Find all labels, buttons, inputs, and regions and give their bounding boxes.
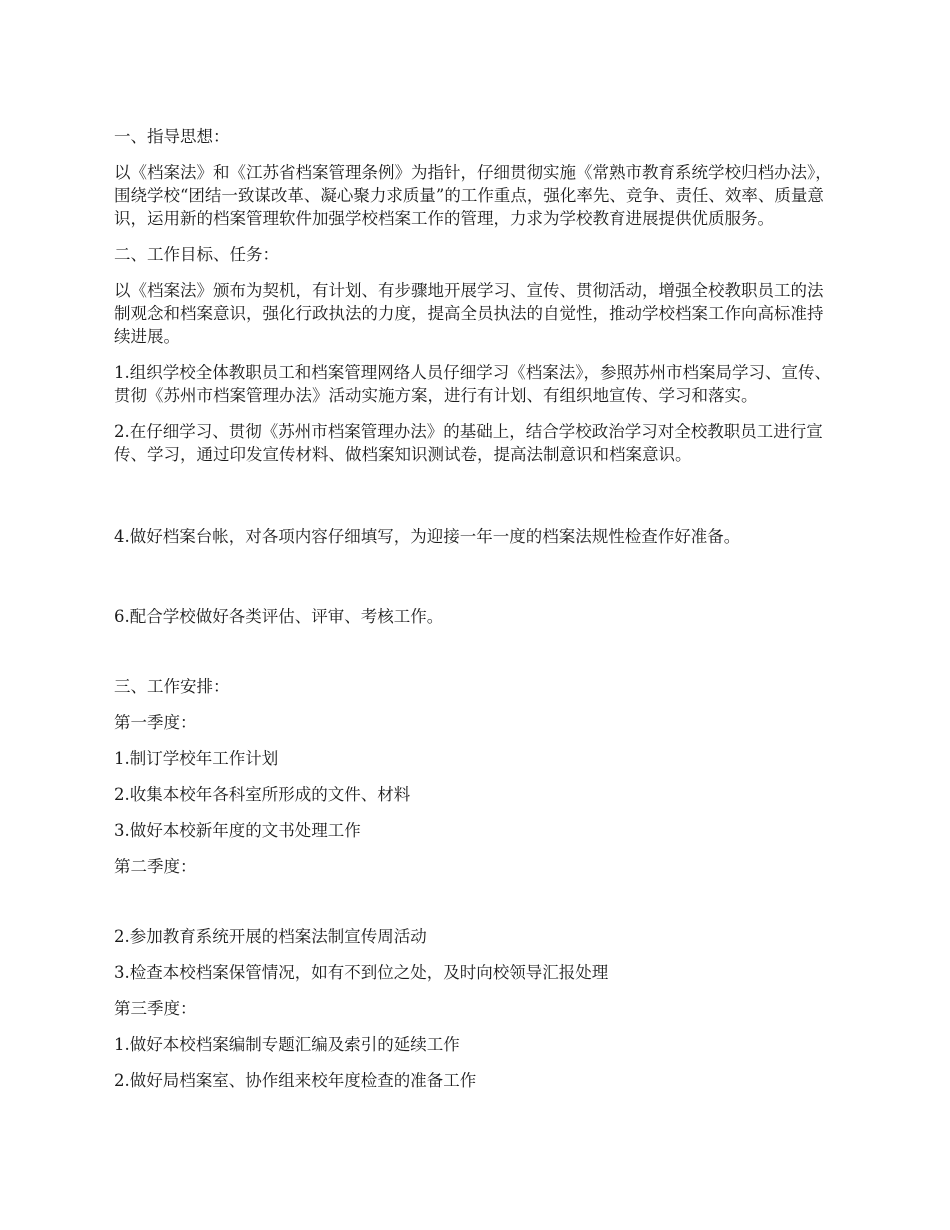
list-item-goal-1: 1.组织学校全体教职员工和档案管理网络人员仔细学习《档案法》，参照苏州市档案局学习、宣传、贯彻《苏州市档案管理办法》活动实施方案，进行有计划、有组织地宣传、学习和落实。	[114, 363, 831, 405]
list-item-q2-2: 2.参加教育系统开展的档案法制宣传周活动	[114, 927, 427, 946]
document-body	[114, 125, 838, 1105]
list-item-q1-2: 2.收集本校年各科室所形成的文件、材料	[114, 785, 411, 804]
paragraph-goals-tasks: 以《档案法》颁布为契机，有计划、有步骤地开展学习、宣传、贯彻活动，增强全校教职员工的法制观念和档案意识，强化行政执法的力度，提高全员执法的自觉性，推动学校档案工作向高标准持续进展。	[114, 281, 824, 346]
list-item-goal-4: 4.做好档案台帐，对各项内容仔细填写，为迎接一年一度的档案法规性检查作好准备。	[114, 527, 741, 546]
paragraph-guiding-thought: 以《档案法》和《江苏省档案管理条例》为指针，仔细贯彻实施《常熟市教育系统学校归档办法》，围绕学校“团结一致谋改革、凝心聚力求质量”的工作重点，强化率先、竞争、责任、效率、质量意识，运用新的档案管理软件加强学校档案工作的管理，力求为学校教育进展提供优质服务。	[114, 163, 832, 228]
section-heading-goals-tasks: 二、工作目标、任务：	[114, 245, 279, 264]
list-item-q3-2: 2.做好局档案室、协作组来校年度检查的准备工作	[114, 1071, 477, 1090]
quarter-heading-q2: 第二季度：	[114, 857, 197, 876]
list-item-goal-2: 2.在仔细学习、贯彻《苏州市档案管理办法》的基础上，结合学校政治学习对全校教职员工进行宣传、学习，通过印发宣传材料、做档案知识测试卷，提高法制意识和档案意识。	[114, 422, 823, 464]
list-item-q1-1: 1.制订学校年工作计划	[114, 749, 279, 768]
section-heading-guiding-thought: 一、指导思想：	[114, 127, 230, 146]
quarter-heading-q3: 第三季度：	[114, 999, 197, 1018]
list-item-q1-3: 3.做好本校新年度的文书处理工作	[114, 821, 361, 840]
section-heading-work-arrangement: 三、工作安排：	[114, 677, 230, 696]
list-item-q3-1: 1.做好本校档案编制专题汇编及索引的延续工作	[114, 1035, 460, 1054]
list-item-q2-3: 3.检查本校档案保管情况，如有不到位之处，及时向校领导汇报处理	[114, 963, 609, 982]
list-item-goal-6: 6.配合学校做好各类评估、评审、考核工作。	[114, 607, 444, 626]
quarter-heading-q1: 第一季度：	[114, 713, 197, 732]
